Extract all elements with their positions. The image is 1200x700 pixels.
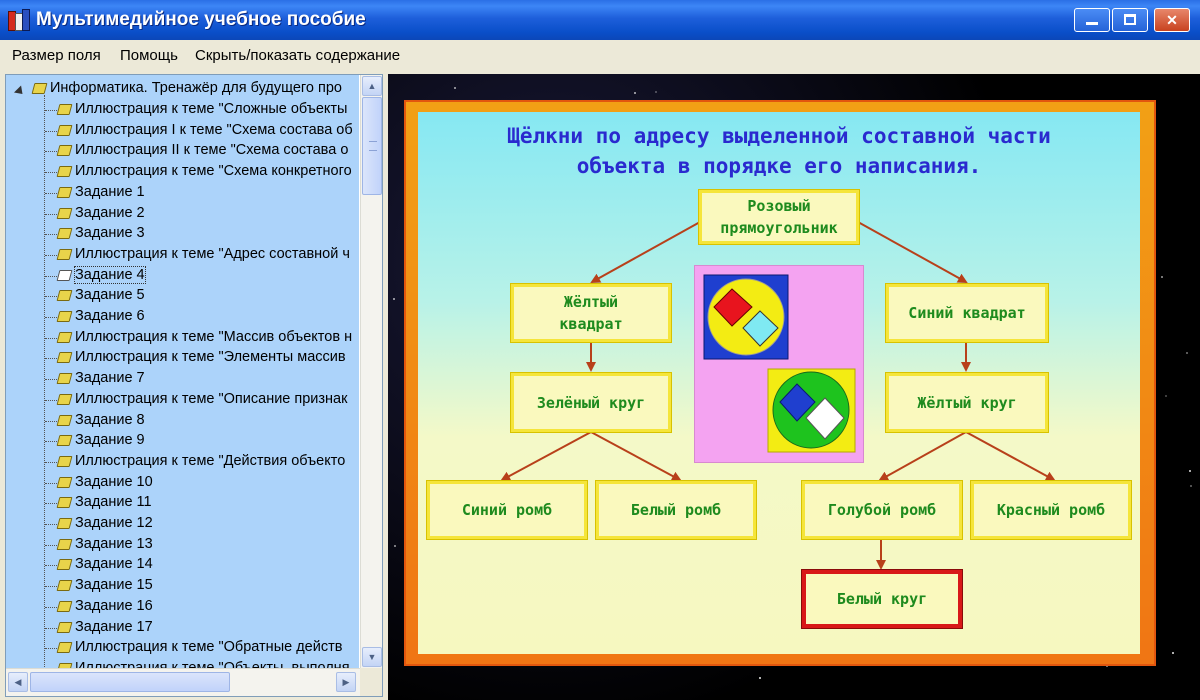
node-label: Голубой ромб — [827, 501, 937, 519]
node-label: Зелёный круг — [536, 393, 646, 412]
tree-item-label: Задание 9 — [75, 432, 145, 449]
tree-root-label: Информатика. Тренажёр для будущего про — [50, 80, 342, 96]
tree-item-label: Задание 12 — [75, 515, 153, 531]
tree-item-label: Задание 16 — [75, 597, 153, 614]
node-white-circle[interactable] — [802, 570, 962, 628]
menu-help[interactable]: Помощь — [120, 47, 178, 64]
tree-item-label: Задание 8 — [75, 411, 145, 428]
node-label: Жёлтый круг — [917, 393, 1017, 412]
tree-item-label: Иллюстрация к теме "Сложные объекты — [75, 101, 348, 117]
node-label: квадрат — [559, 315, 623, 333]
tree-item-label: Иллюстрация к теме "Обратные действ — [75, 639, 343, 656]
tree-item-label: Задание 1 — [75, 183, 145, 200]
tree-item-label: Иллюстрация к теме "Элементы массив — [75, 349, 346, 366]
node-label: прямоугольник — [720, 219, 838, 237]
node-cyan-rhombus[interactable] — [802, 481, 962, 539]
tree-item-label: Задание 17 — [75, 618, 153, 635]
menu-field-size[interactable]: Размер поля — [12, 47, 101, 64]
tree-item-label: Задание 13 — [75, 535, 153, 552]
scroll-left-button[interactable]: ◀ — [8, 672, 28, 692]
tree-item-label: Иллюстрация к теме "Массив объектов н — [75, 328, 353, 345]
node-red-rhombus[interactable] — [971, 481, 1131, 539]
tree-item-label: Иллюстрация к теме "Адрес составной ч — [75, 245, 350, 262]
node-label: Розовый — [747, 197, 811, 215]
node-label: Синий ромб — [461, 501, 553, 519]
tree-item-label: Задание 11 — [75, 494, 152, 511]
tree-item-label: Задание 7 — [75, 370, 145, 387]
menu-toggle-contents[interactable]: Скрыть/показать содержание — [195, 47, 401, 64]
node-blue-square[interactable] — [886, 284, 1048, 342]
window-title: Мультимедийное учебное пособие — [36, 9, 366, 30]
node-label: Белый ромб — [630, 501, 722, 519]
tree-item-label: Иллюстрация к теме "Схема конкретного — [75, 163, 352, 180]
node-green-circle[interactable] — [511, 373, 671, 432]
node-yellow-square[interactable] — [511, 284, 671, 342]
tree-item-label: Задание 3 — [75, 225, 145, 242]
tree-item-label: Задание 2 — [75, 204, 145, 221]
tree-item-label: Иллюстрация I к теме "Схема состава об — [75, 121, 353, 138]
scroll-down-button[interactable]: ▼ — [362, 647, 382, 667]
tree-item-label: Иллюстрация к теме "Действия объекто — [75, 452, 346, 469]
scroll-up-button[interactable]: ▲ — [362, 76, 382, 96]
close-icon: ✕ — [1166, 12, 1178, 28]
tree-item-label: Задание 6 — [75, 308, 145, 324]
node-blue-rhombus[interactable] — [427, 481, 587, 539]
node-label: Белый круг — [836, 590, 928, 608]
tree-item-label: Задание 14 — [75, 556, 153, 573]
node-white-rhombus[interactable] — [596, 481, 756, 539]
tree-item-label: Иллюстрация II к теме "Схема состава о — [75, 142, 349, 159]
green-circle — [773, 372, 849, 448]
tree-item-label: Задание 15 — [75, 577, 153, 594]
yellow-circle — [708, 279, 784, 355]
instruction-line-1: Щёлкни по адресу выделенной составной части — [507, 124, 1051, 148]
instruction-line-2: объекта в порядке его написания. — [576, 154, 982, 178]
node-yellow-circle[interactable] — [886, 373, 1048, 432]
node-label: Синий квадрат — [908, 304, 1026, 322]
node-label: Красный ромб — [996, 501, 1106, 519]
tree-item-label: Задание 5 — [75, 287, 145, 304]
node-label: Жёлтый — [563, 293, 619, 311]
tree-item-label: Задание 10 — [75, 473, 153, 490]
tree-item-label: Задание 4 — [75, 266, 145, 283]
tree-item-label: Иллюстрация к теме "Описание признак — [75, 390, 348, 407]
node-pink-rectangle[interactable] — [699, 190, 859, 244]
scroll-right-button[interactable]: ▶ — [336, 672, 356, 692]
